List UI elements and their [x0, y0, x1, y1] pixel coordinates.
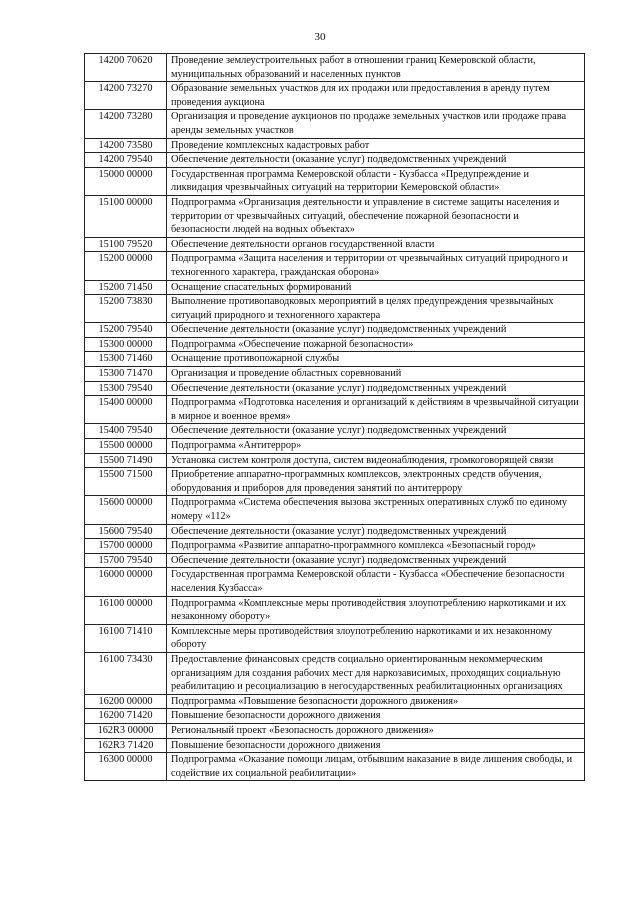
- row-code: 16200 00000: [85, 694, 167, 709]
- table-row: [85, 709, 585, 724]
- row-code: 15500 71500: [85, 468, 167, 496]
- row-description: Оснащение спасательных формирований: [167, 280, 585, 295]
- table-row: [85, 396, 585, 424]
- row-description: Региональный проект «Безопасность дорожного движения»: [167, 723, 585, 738]
- row-code: 14200 70620: [85, 54, 167, 82]
- row-code: 14200 73580: [85, 138, 167, 153]
- row-code: 14200 73270: [85, 82, 167, 110]
- row-description: Государственная программа Кемеровской области - Кузбасса «Предупреждение и ликвидация чрезвычайных ситуаций на территории Кемеровской области»: [167, 167, 585, 195]
- row-description: Государственная программа Кемеровской области - Кузбасса «Обеспечение безопасности населения Кузбасса»: [167, 568, 585, 596]
- table-row: [85, 568, 585, 596]
- table-row: [85, 553, 585, 568]
- row-code: 16200 71420: [85, 709, 167, 724]
- table-row: [85, 468, 585, 496]
- row-code: 15400 79540: [85, 424, 167, 439]
- row-code: 15200 73830: [85, 295, 167, 323]
- row-code: 15200 79540: [85, 323, 167, 338]
- budget-code-table: [84, 53, 585, 781]
- row-description: Обеспечение деятельности органов государственной власти: [167, 237, 585, 252]
- row-code: 16000 00000: [85, 568, 167, 596]
- row-code: 16100 73430: [85, 652, 167, 694]
- table-row: [85, 453, 585, 468]
- table-row: [85, 524, 585, 539]
- table-row: [85, 295, 585, 323]
- row-description: Организация и проведение областных соревнований: [167, 367, 585, 382]
- row-description: Подпрограмма «Оказание помощи лицам, отбывшим наказание в виде лишения свободы, и содействие их социальной реабилитации»: [167, 753, 585, 781]
- row-code: 15200 00000: [85, 252, 167, 280]
- table-row: [85, 738, 585, 753]
- row-description: Проведение землеустроительных работ в отношении границ Кемеровской области, муниципальных образований и населенных пунктов: [167, 54, 585, 82]
- row-code: 15300 79540: [85, 381, 167, 396]
- table-row: [85, 624, 585, 652]
- table-row: [85, 54, 585, 82]
- table-row: [85, 753, 585, 781]
- row-description: Обеспечение деятельности (оказание услуг) подведомственных учреждений: [167, 323, 585, 338]
- row-description: Организация и проведение аукционов по продаже земельных участков или продаже права аренды земельных участков: [167, 110, 585, 138]
- row-description: Подпрограмма «Организация деятельности и управление в системе защиты населения и территории от чрезвычайных ситуаций, обеспечение пожарной безопасности и безопасности людей на водных объектах»: [167, 195, 585, 237]
- row-description: Подпрограмма «Повышение безопасности дорожного движения»: [167, 694, 585, 709]
- row-code: 16100 71410: [85, 624, 167, 652]
- row-code: 16100 00000: [85, 596, 167, 624]
- table-row: [85, 138, 585, 153]
- row-description: Оснащение противопожарной службы: [167, 352, 585, 367]
- table-row: [85, 280, 585, 295]
- row-code: 15000 00000: [85, 167, 167, 195]
- row-description: Подпрограмма «Обеспечение пожарной безопасности»: [167, 337, 585, 352]
- row-code: 15300 00000: [85, 337, 167, 352]
- row-code: 15300 71460: [85, 352, 167, 367]
- row-code: 15500 00000: [85, 439, 167, 454]
- row-description: Установка систем контроля доступа, систем видеонаблюдения, громкоговорящей связи: [167, 453, 585, 468]
- table-row: [85, 323, 585, 338]
- row-code: 14200 79540: [85, 153, 167, 168]
- row-description: Обеспечение деятельности (оказание услуг) подведомственных учреждений: [167, 553, 585, 568]
- row-description: Проведение комплексных кадастровых работ: [167, 138, 585, 153]
- row-code: 15100 79520: [85, 237, 167, 252]
- row-code: 15500 71490: [85, 453, 167, 468]
- row-code: 162R3 00000: [85, 723, 167, 738]
- row-description: Комплексные меры противодействия злоупотреблению наркотиками и их незаконному обороту: [167, 624, 585, 652]
- table-body: [85, 54, 585, 781]
- table-row: [85, 539, 585, 554]
- row-description: Приобретение аппаратно-программных комплексов, электронных средств обучения, оборудования и приборов для проведения занятий по антитеррору: [167, 468, 585, 496]
- page-number: 30: [314, 31, 326, 43]
- row-description: Обеспечение деятельности (оказание услуг) подведомственных учреждений: [167, 381, 585, 396]
- table-row: [85, 652, 585, 694]
- row-code: 15600 00000: [85, 496, 167, 524]
- table-row: [85, 381, 585, 396]
- row-description: Обеспечение деятельности (оказание услуг) подведомственных учреждений: [167, 153, 585, 168]
- table-row: [85, 596, 585, 624]
- row-description: Предоставление финансовых средств социально ориентированным некоммерческим организациям для создания рабочих мест для наркозависимых, проходящих социальную реабилитацию и ресоциализацию в негосударственных реабилитационных организациях: [167, 652, 585, 694]
- table-row: [85, 167, 585, 195]
- table-row: [85, 439, 585, 454]
- row-description: Подпрограмма «Защита населения и территории от чрезвычайных ситуаций природного и техногенного характера, гражданская оборона»: [167, 252, 585, 280]
- table-row: [85, 367, 585, 382]
- table-row: [85, 195, 585, 237]
- table-row: [85, 252, 585, 280]
- row-description: Подпрограмма «Развитие аппаратно-программного комплекса «Безопасный город»: [167, 539, 585, 554]
- row-code: 15300 71470: [85, 367, 167, 382]
- table-row: [85, 337, 585, 352]
- row-description: Обеспечение деятельности (оказание услуг) подведомственных учреждений: [167, 424, 585, 439]
- row-code: 15700 79540: [85, 553, 167, 568]
- row-description: Подпрограмма «Подготовка населения и организаций к действиям в чрезвычайной ситуации в мирное и военное время»: [167, 396, 585, 424]
- row-code: 15400 00000: [85, 396, 167, 424]
- row-description: Подпрограмма «Система обеспечения вызова экстренных оперативных служб по единому номеру «112»: [167, 496, 585, 524]
- row-code: 15700 00000: [85, 539, 167, 554]
- row-code: 162R3 71420: [85, 738, 167, 753]
- table-row: [85, 153, 585, 168]
- row-code: 15600 79540: [85, 524, 167, 539]
- row-description: Обеспечение деятельности (оказание услуг) подведомственных учреждений: [167, 524, 585, 539]
- row-description: Повышение безопасности дорожного движения: [167, 738, 585, 753]
- table-row: [85, 496, 585, 524]
- table-row: [85, 237, 585, 252]
- row-code: 16300 00000: [85, 753, 167, 781]
- row-description: Подпрограмма «Антитеррор»: [167, 439, 585, 454]
- row-description: Подпрограмма «Комплексные меры противодействия злоупотреблению наркотиками и их незаконному обороту»: [167, 596, 585, 624]
- row-code: 14200 73280: [85, 110, 167, 138]
- row-description: Повышение безопасности дорожного движения: [167, 709, 585, 724]
- table-row: [85, 694, 585, 709]
- row-code: 15200 71450: [85, 280, 167, 295]
- table-row: [85, 82, 585, 110]
- table-row: [85, 110, 585, 138]
- table-row: [85, 424, 585, 439]
- table-row: [85, 352, 585, 367]
- row-description: Образование земельных участков для их продажи или предоставления в аренду путем проведения аукциона: [167, 82, 585, 110]
- row-description: Выполнение противопаводковых мероприятий в целях предупреждения чрезвычайных ситуаций природного и техногенного характера: [167, 295, 585, 323]
- row-code: 15100 00000: [85, 195, 167, 237]
- table-row: [85, 723, 585, 738]
